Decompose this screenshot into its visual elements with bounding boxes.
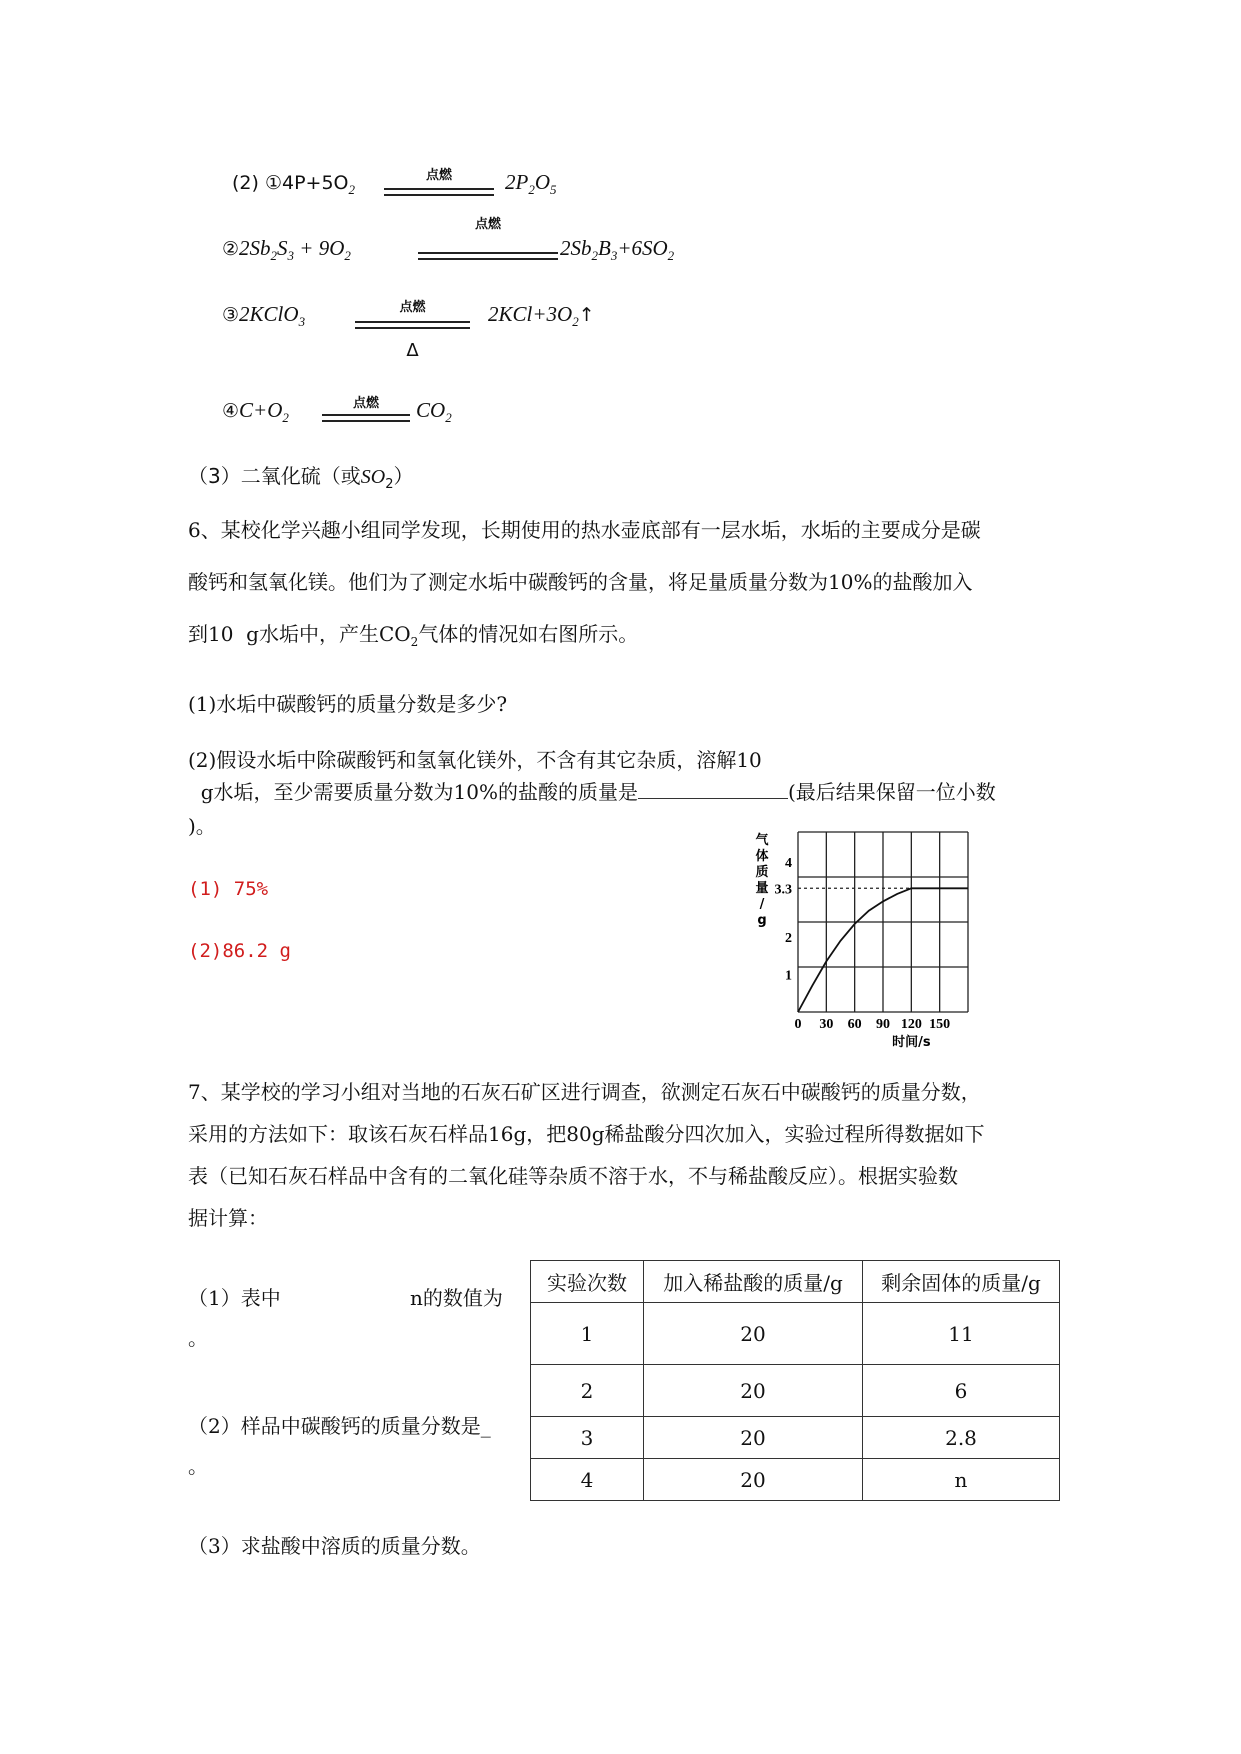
table-row [531,1417,1060,1459]
q7-line-4: 据计算： [188,1206,268,1230]
eq1-condition: 点燃 [425,168,452,183]
answer-blank [638,778,788,799]
q7-subquestion-2: （2）样品中碳酸钙的质量分数是_ [188,1414,491,1438]
y-axis-label-char: 量 [755,881,769,896]
x-tick-label: 0 [794,1017,802,1032]
equation-4: $④C+O_2$ [222,398,289,426]
y-axis-label-char: 气 [755,833,769,848]
up-arrow-icon: ↑ [578,304,595,326]
x-tick-label: 60 [847,1017,862,1032]
co2-mass-time-chart [748,822,978,1052]
q7-subquestion-3: （3）求盐酸中溶质的质量分数。 [188,1534,481,1558]
table-cell: 11 [863,1303,1060,1365]
table-cell: 4 [531,1459,644,1501]
table-cell: n [863,1459,1060,1501]
y-axis-label-char: 质 [755,865,769,880]
q7-line-1: 7、某学校的学习小组对当地的石灰石矿区进行调查，欲测定石灰石中碳酸钙的质量分数， [188,1080,981,1104]
table-cell: 2 [531,1365,644,1417]
table-cell: 2.8 [863,1417,1060,1459]
eq2-equals-sign [418,252,558,260]
eq2-condition: 点燃 [474,217,501,232]
q7-subquestion-1-end: 。 [188,1326,208,1350]
eq3-equals-sign [355,321,470,329]
table-header-cell: 实验次数 [531,1261,644,1303]
answer-3: （3）二氧化硫（或$SO_2$） [188,464,414,492]
table-cell: 20 [644,1365,863,1417]
q7-subquestion-2-end: 。 [188,1454,208,1478]
y-axis-label-char: 体 [755,849,769,864]
y-axis-label-char: g [757,913,767,928]
eq4-equals-sign [322,414,410,422]
eq4-products: $CO_2$ [416,398,452,426]
table-row [531,1459,1060,1501]
equation-3: ③2KClO$_3$ [222,302,306,330]
eq1-reactants: 4P+5O [282,172,349,194]
y-tick-label: 2 [785,931,792,946]
equation-2: $②2Sb_2S_3 + 9O_2$ [222,236,351,264]
q7-line-3: 表（已知石灰石样品中含有的二氧化硅等杂质不溶于水，不与稀盐酸反应）。根据实验数 [188,1164,958,1188]
eq1-label: (2) ① [232,172,282,194]
table-cell: 20 [644,1417,863,1459]
q7-subquestion-1: （1）表中 [188,1286,281,1310]
eq3-condition-bottom: Δ [406,340,419,361]
table-row [531,1365,1060,1417]
eq1-products: $2P_2O_5$ [505,170,557,198]
y-tick-label: 3.3 [774,882,792,898]
q6-subquestion-1: (1)水垢中碳酸钙的质量分数是多少? [188,692,508,716]
table-cell: 6 [863,1365,1060,1417]
eq2-products: $2Sb_2B_3+6SO_2$ [560,236,675,264]
q6-line-3: 到10 g水垢中，产生$CO_2$气体的情况如右图所示。 [188,622,639,649]
x-tick-label: 150 [929,1017,951,1032]
eq3-products: $2KCl+3O_2↑$ [488,302,595,330]
results-table [530,1260,1060,1501]
eq1-equals-sign [384,188,494,196]
eq3-condition-top: 点燃 [399,300,426,315]
y-axis-label-char: / [759,897,765,912]
table-cell: 20 [644,1459,863,1501]
x-tick-label: 120 [900,1017,922,1032]
table-cell: 1 [531,1303,644,1365]
equation-1: (2) $①4P+5O_2$ [232,172,356,198]
q7-line-2: 采用的方法如下：取该石灰石样品16g，把80g稀盐酸分四次加入，实验过程所得数据如下 [188,1122,985,1146]
table-row [531,1303,1060,1365]
x-tick-label: 90 [876,1017,890,1032]
q6-answer-2: (2)86.2 g [188,940,291,962]
table-header-cell: 加入稀盐酸的质量/g [644,1261,863,1303]
q6-answer-1: (1) 75% [188,878,269,900]
y-tick-label: 4 [785,856,792,871]
x-tick-label: 30 [819,1017,834,1032]
q6-subquestion-2-line-2: g水垢，至少需要质量分数为10%的盐酸的质量是 (最后结果保留一位小数 [188,780,996,804]
x-axis-label: 时间/s [892,1035,931,1050]
q7-subquestion-1-n: n的数值为 [410,1286,503,1310]
table-header-row [531,1261,1060,1303]
q6-line-1: 6、某校化学兴趣小组同学发现，长期使用的热水壶底部有一层水垢，水垢的主要成分是碳 [188,518,981,542]
q6-subquestion-2-line-3: )。 [188,814,216,838]
q6-subquestion-2-line-1: (2)假设水垢中除碳酸钙和氢氧化镁外，不含有其它杂质，溶解10 [188,748,762,772]
table-cell: 3 [531,1417,644,1459]
table-header-cell: 剩余固体的质量/g [863,1261,1060,1303]
eq4-condition: 点燃 [352,396,379,411]
q6-line-2: 酸钙和氢氧化镁。他们为了测定水垢中碳酸钙的含量，将足量质量分数为10%的盐酸加入 [188,570,973,594]
table-cell: 20 [644,1303,863,1365]
y-tick-label: 1 [785,968,792,984]
